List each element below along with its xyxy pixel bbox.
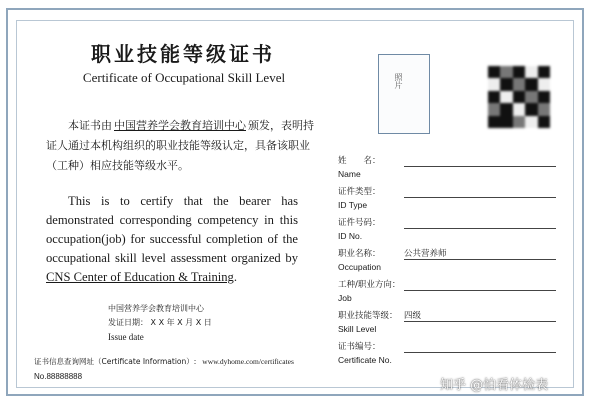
photo-placeholder — [378, 54, 430, 134]
qr-cell — [500, 66, 512, 78]
issue-date-row — [108, 316, 212, 330]
watermark: 知乎 @怕看体检表 — [440, 378, 549, 393]
qr-cell — [500, 91, 512, 103]
field-value: 四级 — [404, 311, 422, 321]
qr-cell — [488, 91, 500, 103]
certificate-info-url[interactable]: www.dyhome.com/certificates — [202, 357, 294, 366]
statement-en-body: This is to certify that the bearer has demonstrated corresponding competency in this occupation(job) for successful completion of the occupational skill level assessment organized by — [46, 194, 298, 265]
qr-cell — [525, 116, 537, 128]
qr-cell — [538, 78, 550, 90]
field-name — [338, 154, 556, 185]
field-underline — [404, 352, 556, 353]
qr-cell — [513, 116, 525, 128]
field-label-cn: 姓 名： — [338, 156, 381, 166]
qr-cell — [525, 103, 537, 115]
qr-cell — [488, 78, 500, 90]
statement-cn-prefix: 本证书由 — [68, 119, 112, 132]
qr-cell — [488, 116, 500, 128]
issue-date-value: X X 年 X 月 X 日 — [150, 318, 212, 327]
field-value: 公共营养师 — [404, 249, 447, 259]
holder-fields — [338, 154, 556, 371]
field-certificate-number — [338, 340, 556, 371]
field-underline — [404, 166, 556, 167]
qr-cell — [500, 78, 512, 90]
title-chinese: 职业技能等级证书 — [91, 42, 275, 66]
qr-cell — [513, 66, 525, 78]
field-underline — [404, 197, 556, 198]
field-skill-level — [338, 309, 556, 340]
title-english: Certificate of Occupational Skill Level — [82, 70, 286, 85]
field-underline — [404, 259, 556, 260]
field-occupation — [338, 247, 556, 278]
statement-english — [46, 192, 298, 287]
issuer-block — [108, 302, 212, 344]
field-id-type — [338, 185, 556, 216]
statement-en-org: CNS Center of Education & Training — [46, 270, 234, 284]
field-label-cn: 职业名称： — [338, 249, 381, 259]
qr-code-icon — [488, 66, 550, 128]
field-label-cn: 证件号码： — [338, 218, 381, 228]
statement-cn-body: 颁发，表明持证人通过本机构组织的职业技能等级认定，具备该职业（工种）相应技能等级水平。 — [46, 119, 314, 172]
qr-cell — [538, 66, 550, 78]
qr-cell — [538, 91, 550, 103]
issue-date-label: 发证日期： — [108, 318, 148, 327]
field-label-cn: 工种/职业方向： — [338, 280, 401, 290]
qr-cell — [513, 103, 525, 115]
field-underline — [404, 290, 556, 291]
field-job — [338, 278, 556, 309]
photo-label: 照片 — [394, 73, 403, 89]
field-label-cn: 证件类型： — [338, 187, 381, 197]
field-id-number — [338, 216, 556, 247]
certificate-info-label: 证书信息查询网址（Certificate Information）: — [34, 357, 197, 366]
qr-cell — [513, 78, 525, 90]
field-underline — [404, 228, 556, 229]
qr-cell — [525, 66, 537, 78]
certificate-serial-number: No.88888888 — [34, 372, 83, 381]
field-underline — [404, 321, 556, 322]
qr-cell — [513, 91, 525, 103]
qr-cell — [538, 116, 550, 128]
statement-cn-org: 中国营养学会教育培训中心 — [114, 119, 246, 132]
field-label-en: Name — [338, 169, 361, 179]
qr-cell — [500, 103, 512, 115]
qr-cell — [525, 91, 537, 103]
qr-cell — [500, 116, 512, 128]
statement-en-end: . — [233, 270, 238, 284]
field-label-en: Job — [338, 293, 352, 303]
field-label-en: Occupation — [338, 262, 381, 272]
issue-date-label-en: Issue date — [108, 332, 144, 342]
field-label-cn: 职业技能等级： — [338, 311, 398, 321]
issuer-name: 中国营养学会教育培训中心 — [108, 304, 204, 313]
certificate-info-line — [34, 356, 294, 367]
field-label-en: ID Type — [338, 200, 368, 210]
qr-cell — [525, 78, 537, 90]
certificate — [6, 8, 584, 396]
qr-cell — [538, 103, 550, 115]
field-label-en: Certificate No. — [338, 355, 392, 365]
field-label-en: ID No. — [338, 231, 363, 241]
field-label-en: Skill Level — [338, 324, 377, 334]
qr-cell — [488, 66, 500, 78]
field-label-cn: 证书编号： — [338, 342, 381, 352]
statement-chinese — [46, 116, 314, 176]
qr-cell — [488, 103, 500, 115]
